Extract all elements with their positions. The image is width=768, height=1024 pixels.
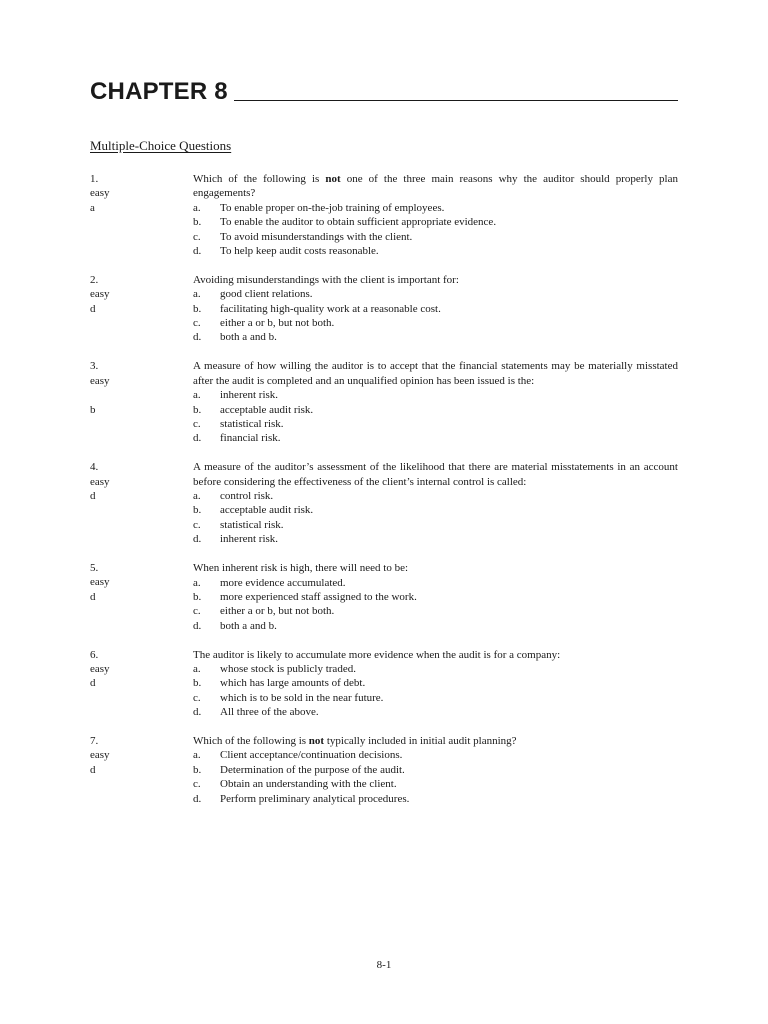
- option-letter: c.: [193, 417, 201, 430]
- option-text: more evidence accumulated.: [220, 576, 346, 589]
- answer-option: [193, 417, 678, 431]
- option-letter: c.: [193, 518, 201, 531]
- option-text: either a or b, but not both.: [220, 317, 335, 330]
- question-body: [193, 648, 678, 720]
- option-letter: d.: [193, 706, 202, 719]
- chapter-title-rule: [234, 100, 678, 101]
- question-difficulty: easy: [90, 475, 110, 488]
- question-stem: [193, 734, 678, 748]
- question-difficulty: easy: [90, 187, 110, 200]
- answer-option: [193, 201, 678, 215]
- option-letter: c.: [193, 230, 201, 243]
- answer-option: [193, 576, 678, 590]
- question-answer: d: [90, 490, 96, 502]
- question-3: [90, 359, 678, 445]
- option-letter: b.: [193, 216, 202, 229]
- question-body: [193, 460, 678, 546]
- question-stem: [193, 172, 678, 201]
- chapter-title: CHAPTER 8: [90, 78, 228, 105]
- option-text: All three of the above.: [220, 706, 319, 719]
- question-answer: b: [90, 403, 96, 416]
- option-letter: a.: [193, 288, 201, 301]
- question-body: [193, 734, 678, 806]
- option-letter: c.: [193, 605, 201, 618]
- question-body: [193, 273, 678, 345]
- answer-option: [193, 287, 678, 301]
- question-number: 5.: [90, 562, 99, 575]
- question-meta: [90, 359, 193, 445]
- question-body: [193, 359, 678, 445]
- question-difficulty: easy: [90, 374, 110, 387]
- question-answer: d: [90, 590, 96, 603]
- option-text: whose stock is publicly traded.: [220, 662, 356, 675]
- question-1: [90, 172, 678, 258]
- question-answer: d: [90, 302, 96, 315]
- question-body: [193, 561, 678, 633]
- question-difficulty: easy: [90, 749, 110, 762]
- option-letter: c.: [193, 778, 201, 791]
- stem-text: Which of the following is: [193, 173, 326, 185]
- option-letter: b.: [193, 677, 202, 690]
- stem-text: A measure of the auditor’s assessment of the likelihood that there are material misstatements in an account before considering the effectiveness of the client’s internal control is called:: [193, 461, 678, 488]
- option-text: inherent risk.: [220, 389, 279, 402]
- option-text: To avoid misunderstandings with the client.: [220, 230, 413, 243]
- option-text: Obtain an understanding with the client.: [220, 778, 397, 791]
- question-2: [90, 273, 678, 345]
- question-difficulty: easy: [90, 288, 110, 301]
- option-text: inherent risk.: [220, 533, 279, 546]
- option-letter: c.: [193, 317, 201, 330]
- answer-option: [193, 489, 678, 503]
- answer-option: [193, 215, 678, 229]
- question-number: 7.: [90, 735, 99, 748]
- answer-option: [193, 230, 678, 244]
- meta-spacer: [90, 388, 193, 402]
- option-text: more experienced staff assigned to the work.: [220, 590, 417, 603]
- answer-option: [193, 503, 678, 517]
- question-number: 2.: [90, 273, 99, 286]
- question-stem: [193, 561, 678, 575]
- answer-option: [193, 330, 678, 344]
- option-letter: d.: [193, 331, 202, 344]
- option-letter: d.: [193, 619, 202, 632]
- question-meta: [90, 648, 193, 720]
- stem-text: A measure of how willing the auditor is to accept that the financial statements may be materially misstated after the audit is completed and an unqualified opinion has been issued is the:: [193, 360, 678, 387]
- option-letter: c.: [193, 691, 201, 704]
- option-letter: b.: [193, 590, 202, 603]
- option-letter: a.: [193, 662, 201, 675]
- option-text: To enable proper on-the-job training of employees.: [220, 201, 445, 214]
- section-title: Multiple-Choice Questions: [90, 138, 232, 153]
- answer-option: [193, 244, 678, 258]
- stem-text: typically included in initial audit planning?: [324, 735, 517, 748]
- option-text: Client acceptance/continuation decisions.: [220, 749, 403, 762]
- question-body: [193, 172, 678, 258]
- option-letter: b.: [193, 403, 202, 416]
- option-letter: d.: [193, 432, 202, 445]
- question-6: [90, 648, 678, 720]
- question-answer: a: [90, 201, 95, 214]
- option-text: statistical risk.: [220, 518, 284, 531]
- option-text: which is to be sold in the near future.: [220, 691, 384, 704]
- answer-option: [193, 518, 678, 532]
- option-letter: a.: [193, 201, 201, 214]
- question-number: 1.: [90, 173, 99, 185]
- option-text: financial risk.: [220, 432, 281, 445]
- answer-option: [193, 705, 678, 719]
- option-text: which has large amounts of debt.: [220, 677, 366, 690]
- answer-option: [193, 792, 678, 806]
- answer-option: [193, 662, 678, 676]
- option-text: Perform preliminary analytical procedures.: [220, 792, 410, 805]
- option-letter: a.: [193, 389, 201, 402]
- question-meta: [90, 734, 193, 806]
- question-stem: [193, 648, 678, 662]
- stem-emphasis: not: [325, 173, 341, 185]
- stem-emphasis: not: [308, 735, 325, 748]
- option-text: acceptable audit risk.: [220, 504, 314, 517]
- question-stem: [193, 460, 678, 489]
- answer-option: [193, 777, 678, 791]
- option-letter: d.: [193, 533, 202, 546]
- option-text: either a or b, but not both.: [220, 605, 335, 618]
- option-letter: b.: [193, 504, 202, 517]
- page-number: 8-1: [376, 959, 392, 971]
- question-number: 4.: [90, 461, 99, 474]
- question-stem: [193, 359, 678, 388]
- answer-option: [193, 388, 678, 402]
- question-7: [90, 734, 678, 806]
- option-letter: b.: [193, 302, 202, 315]
- answer-option: [193, 302, 678, 316]
- answer-option: [193, 431, 678, 445]
- option-letter: d.: [193, 244, 202, 257]
- answer-option: [193, 316, 678, 330]
- option-letter: b.: [193, 763, 202, 776]
- answer-option: [193, 691, 678, 705]
- option-text: Determination of the purpose of the audit.: [220, 763, 405, 776]
- question-4: [90, 460, 678, 546]
- option-text: both a and b.: [220, 619, 277, 632]
- option-text: both a and b.: [220, 331, 277, 344]
- option-letter: a.: [193, 576, 201, 589]
- stem-text: Avoiding misunderstandings with the client is important for:: [193, 273, 459, 286]
- option-text: good client relations.: [220, 288, 313, 301]
- question-difficulty: easy: [90, 576, 110, 589]
- question-list: [90, 172, 678, 821]
- option-letter: d.: [193, 792, 202, 805]
- question-number: 6.: [90, 648, 99, 661]
- option-text: control risk.: [220, 490, 274, 503]
- option-text: acceptable audit risk.: [220, 403, 314, 416]
- option-text: To help keep audit costs reasonable.: [220, 244, 379, 257]
- chapter-header: [90, 72, 678, 106]
- answer-option: [193, 532, 678, 546]
- option-text: To enable the auditor to obtain sufficient appropriate evidence.: [220, 216, 497, 229]
- option-text: statistical risk.: [220, 417, 284, 430]
- question-number: 3.: [90, 360, 99, 373]
- question-meta: [90, 460, 193, 546]
- answer-option: [193, 676, 678, 690]
- answer-option: [193, 748, 678, 762]
- option-letter: a.: [193, 490, 201, 503]
- answer-option: [193, 403, 678, 417]
- stem-text: Which of the following is: [193, 735, 309, 748]
- answer-option: [193, 604, 678, 618]
- question-stem: [193, 273, 678, 287]
- question-answer: d: [90, 677, 96, 690]
- option-text: facilitating high-quality work at a reasonable cost.: [220, 302, 441, 315]
- stem-text: When inherent risk is high, there will need to be:: [193, 562, 409, 575]
- answer-option: [193, 590, 678, 604]
- question-meta: [90, 273, 193, 345]
- question-meta: [90, 172, 193, 258]
- question-difficulty: easy: [90, 662, 110, 675]
- question-meta: [90, 561, 193, 633]
- stem-text: The auditor is likely to accumulate more evidence when the audit is for a company:: [193, 648, 561, 661]
- stem-text: one of the three main reasons why the auditor should properly plan engagements?: [193, 173, 678, 200]
- question-5: [90, 561, 678, 633]
- option-letter: a.: [193, 749, 201, 762]
- question-answer: d: [90, 763, 96, 776]
- answer-option: [193, 619, 678, 633]
- answer-option: [193, 763, 678, 777]
